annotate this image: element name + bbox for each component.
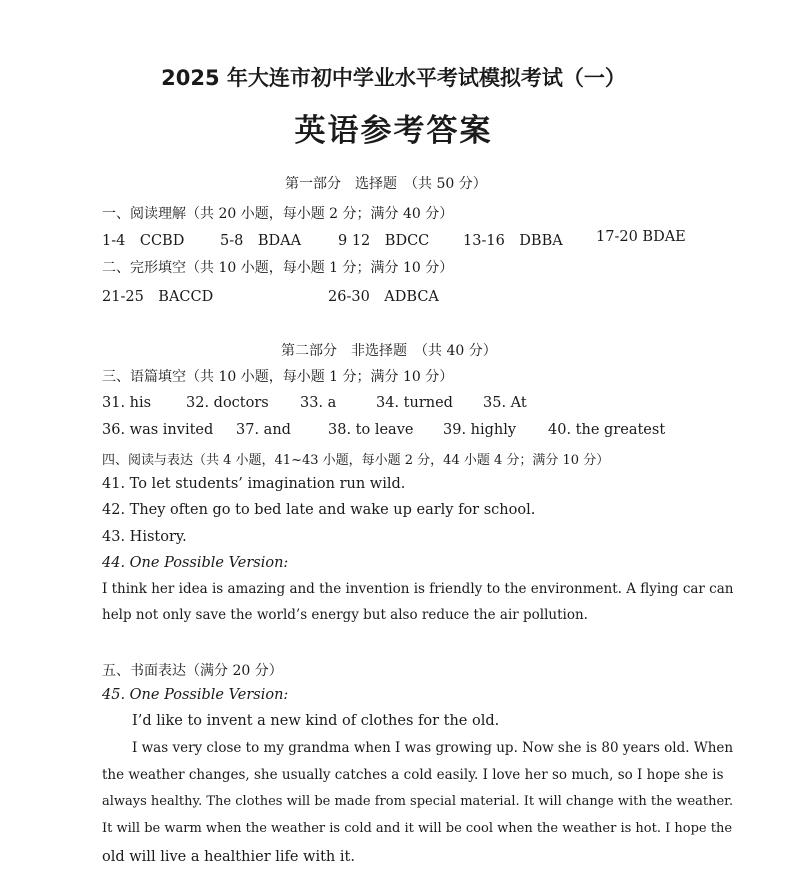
answer-42: 42. They often go to bed late and wake up early for school. (102, 502, 536, 518)
fill-answer-31: 31. his (102, 395, 152, 411)
essay-line-4: always healthy. The clothes will be made from special material. It will change with the weather. (102, 794, 734, 809)
reading-header: 一、阅读理解（共 20 小题，每小题 2 分；满分 40 分） (102, 206, 454, 222)
reading-answer-4: 13-16 DBBA (463, 233, 563, 249)
answer-44-line-1: I think her idea is amazing and the invention is friendly to the environment. A flying car can (102, 581, 734, 597)
cloze-answer-1: 21-25 BACCD (102, 289, 214, 305)
fill-answer-33: 33. a (300, 395, 337, 411)
cloze-answer-2: 26-30 ADBCA (328, 289, 439, 305)
reading-answer-5: 17-20 BDAE (596, 229, 686, 245)
fill-answer-32: 32. doctors (186, 395, 269, 411)
answer-41: 41. To let students’ imagination run wild. (102, 476, 406, 492)
answer-45-label: 45. One Possible Version: (102, 687, 289, 703)
essay-line-3: the weather changes, she usually catches a cold easily. I love her so much, so I hope she is (102, 767, 724, 783)
part2-header: 第二部分 非选择题 （共 40 分） (281, 343, 497, 359)
fill-answer-39: 39. highly (443, 422, 517, 438)
exam-title: 2025 年大连市初中学业水平考试模拟考试（一） (161, 66, 626, 90)
reading-answer-2: 5-8 BDAA (220, 233, 302, 249)
answer-key-title: 英语参考答案 (294, 113, 493, 149)
cloze-header: 二、完形填空（共 10 小题，每小题 1 分；满分 10 分） (102, 260, 454, 276)
writing-header: 五、书面表达（满分 20 分） (102, 663, 283, 679)
reading-answer-3: 9 12 BDCC (338, 233, 430, 249)
answer-43: 43. History. (102, 529, 187, 545)
answer-44-label: 44. One Possible Version: (102, 555, 289, 571)
express-header: 四、阅读与表达（共 4 小题，41~43 小题，每小题 2 分，44 小题 4 分；满分 10 分） (102, 453, 610, 468)
fill-answer-34: 34. turned (376, 395, 453, 411)
essay-line-2: I was very close to my grandma when I was growing up. Now she is 80 years old. When (132, 740, 734, 756)
answer-44-line-2: help not only save the world’s energy but also reduce the air pollution. (102, 607, 588, 623)
fill-answer-35: 35. At (483, 395, 527, 411)
fill-answer-40: 40. the greatest (548, 422, 666, 438)
fill-answer-36: 36. was invited (102, 422, 214, 438)
fill-answer-38: 38. to leave (328, 422, 414, 438)
essay-line-5: It will be warm when the weather is cold and it will be cool when the weather is hot. I hope the (102, 821, 733, 836)
essay-line-1: I’d like to invent a new kind of clothes for the old. (132, 713, 500, 729)
reading-answer-1: 1-4 CCBD (102, 233, 185, 249)
fill-answer-37: 37. and (236, 422, 291, 438)
part1-header: 第一部分 选择题 （共 50 分） (285, 176, 487, 192)
essay-line-6: old will live a healthier life with it. (102, 849, 355, 865)
fill-header: 三、语篇填空（共 10 小题，每小题 1 分；满分 10 分） (102, 369, 454, 385)
